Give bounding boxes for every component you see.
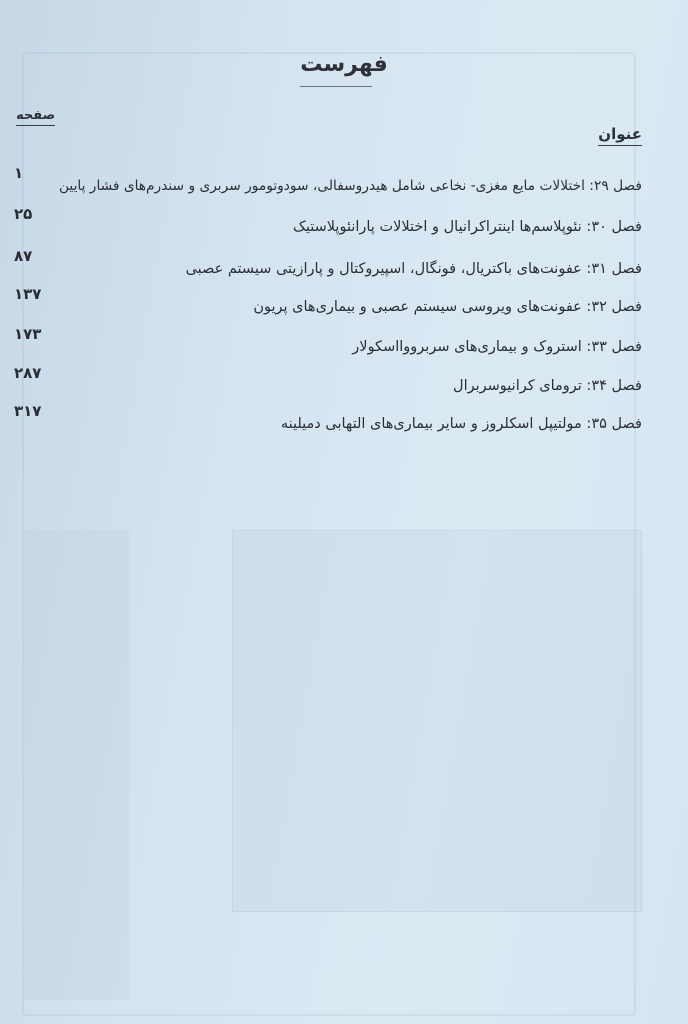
toc-entry-page: ۱ [14,164,24,182]
toc-entry [0,325,688,363]
toc-entry-title: فصل ۳۳: استروک و بیماری‌های سربرووااسکولار [352,339,642,355]
bleed-through-image [24,530,129,1000]
page-column-header: صفحه [16,108,55,126]
toc-entry-page: ۲۸۷ [14,364,42,382]
toc-title: فهرست [300,52,388,77]
toc-entry-title: فصل ۳۲: عفونت‌های ویروسی سیستم عصبی و بیماری‌های پریون [253,299,642,315]
toc-entry-page: ۱۷۳ [14,325,42,343]
toc-entry-page: ۳۱۷ [14,402,42,420]
toc-entry-title: فصل ۳۰: نئوپلاسم‌ها اینتراکرانیال و اختلالات پارانئوپلاستیک [292,219,642,235]
toc-entry [0,247,688,285]
title-underline [300,86,372,87]
toc-entry [0,205,688,243]
toc-entry-title: فصل ۳۵: مولتیپل اسکلروز و سایر بیماری‌های التهابی دمیلینه [280,416,642,432]
title-column-header: عنوان [598,125,642,146]
toc-entry-page: ۱۳۷ [14,285,42,303]
toc-entry [0,364,688,402]
toc-entry [0,285,688,323]
toc-entry-title: فصل ۳۱: عفونت‌های باکتریال، فونگال، اسپیروکتال و پارازیتی سیستم عصبی [185,261,642,277]
toc-entry-page: ۲۵ [14,205,33,223]
toc-entry [0,164,688,202]
toc-entry [0,402,688,440]
toc-entry-title: فصل ۲۹: اختلالات مایع مغزی- نخاعی شامل هیدروسفالی، سودوتومور سربری و سندرم‌های فشار پایین [58,178,642,194]
toc-entry-page: ۸۷ [14,247,33,265]
bleed-through-table [232,530,642,912]
toc-entry-title: فصل ۳۴: ترومای کرانیوسربرال [453,378,642,394]
